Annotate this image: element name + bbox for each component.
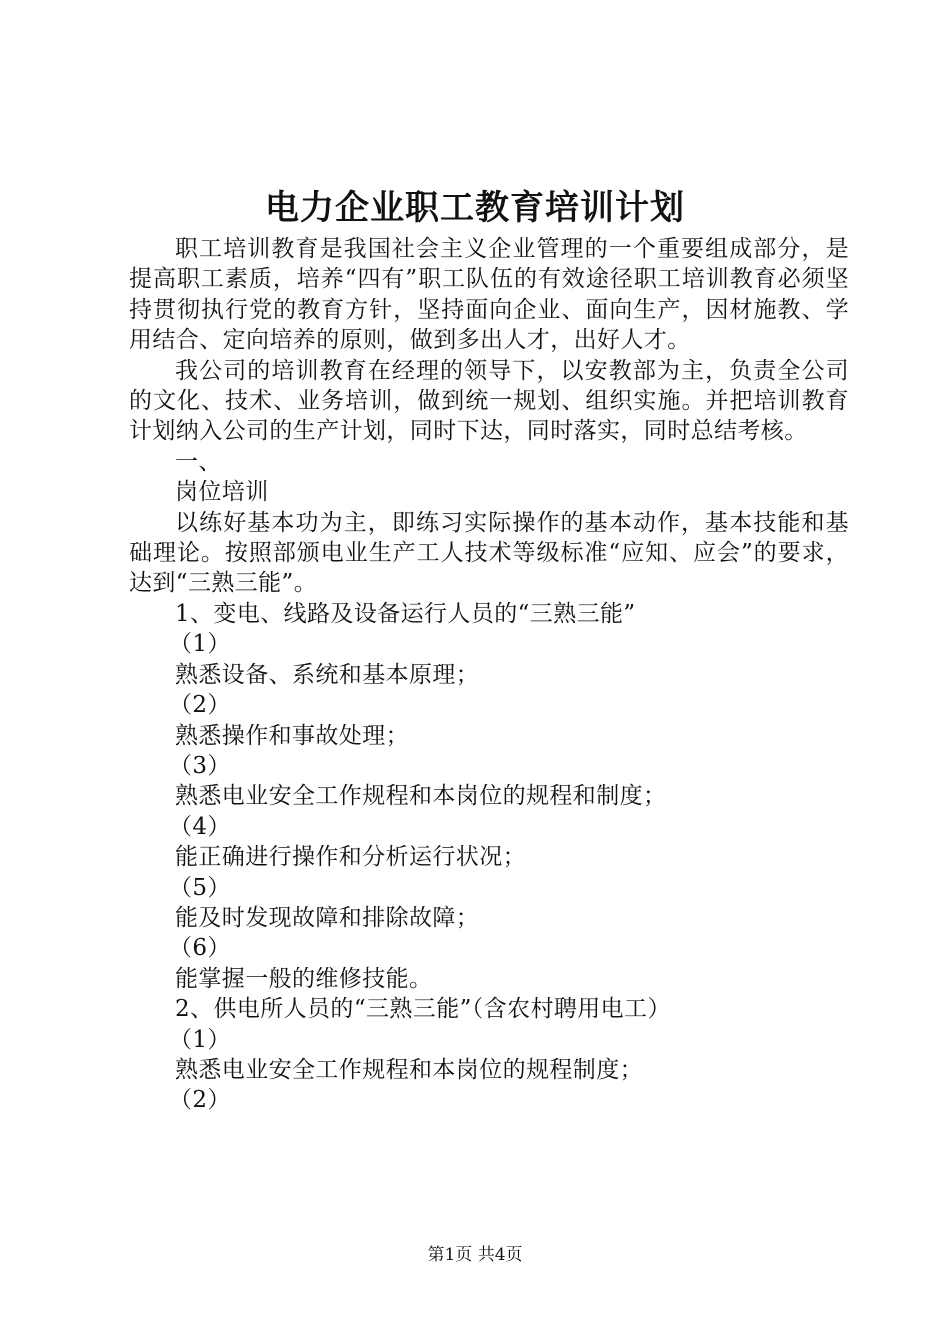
paragraph-2: 我公司的培训教育在经理的领导下，以安教部为主，负责全公司的文化、技术、业务培训，做到统一规划、组织实施。并把培训教育计划纳入公司的生产计划，同时下达，同时落实，同时总结考核。 — [129, 357, 849, 445]
subsection-2-heading: 2、供电所人员的“三熟三能”（含农村聘用电工） — [175, 996, 671, 1023]
list-item-number: （4） — [169, 813, 231, 840]
subsection-1-heading: 1、变电、线路及设备运行人员的“三熟三能” — [175, 600, 636, 627]
document-title: 电力企业职工教育培训计划 — [265, 188, 685, 228]
list-item-number: （2） — [169, 1087, 231, 1114]
list-item-text: 能正确进行操作和分析运行状况； — [175, 844, 526, 871]
section-intro: 以练好基本功为主，即练习实际操作的基本动作，基本技能和基础理论。按照部颁电业生产工人技术等级标准“应知、应会”的要求，达到“三熟三能”。 — [129, 509, 849, 597]
paragraph-1: 职工培训教育是我国社会主义企业管理的一个重要组成部分，是提高职工素质，培养“四有”职工队伍的有效途径职工培训教育必须坚持贯彻执行党的教育方针，坚持面向企业、面向生产，因材施教、学用结合、定向培养的原则，做到多出人才，出好人才。 — [129, 236, 849, 354]
list-item-number: （5） — [169, 874, 231, 901]
list-item-text: 能掌握一般的维修技能。 — [175, 965, 433, 992]
document-body — [129, 234, 849, 1116]
list-item-number: （1） — [169, 631, 231, 658]
section-title: 岗位培训 — [175, 479, 269, 506]
list-item-number: （1） — [169, 1026, 231, 1053]
list-item-text: 熟悉操作和事故处理； — [175, 722, 409, 749]
list-item-text: 能及时发现故障和排除故障； — [175, 904, 480, 931]
list-item-text: 熟悉电业安全工作规程和本岗位的规程制度； — [175, 1056, 643, 1083]
list-item-text: 熟悉电业安全工作规程和本岗位的规程和制度； — [175, 783, 667, 810]
list-item-number: （2） — [169, 692, 231, 719]
page-footer: 第1页 共4页 — [427, 1245, 523, 1265]
section-number: 一、 — [175, 448, 222, 475]
list-item-number: （6） — [169, 935, 231, 962]
list-item-number: （3） — [169, 752, 231, 779]
list-item-text: 熟悉设备、系统和基本原理； — [175, 661, 480, 688]
